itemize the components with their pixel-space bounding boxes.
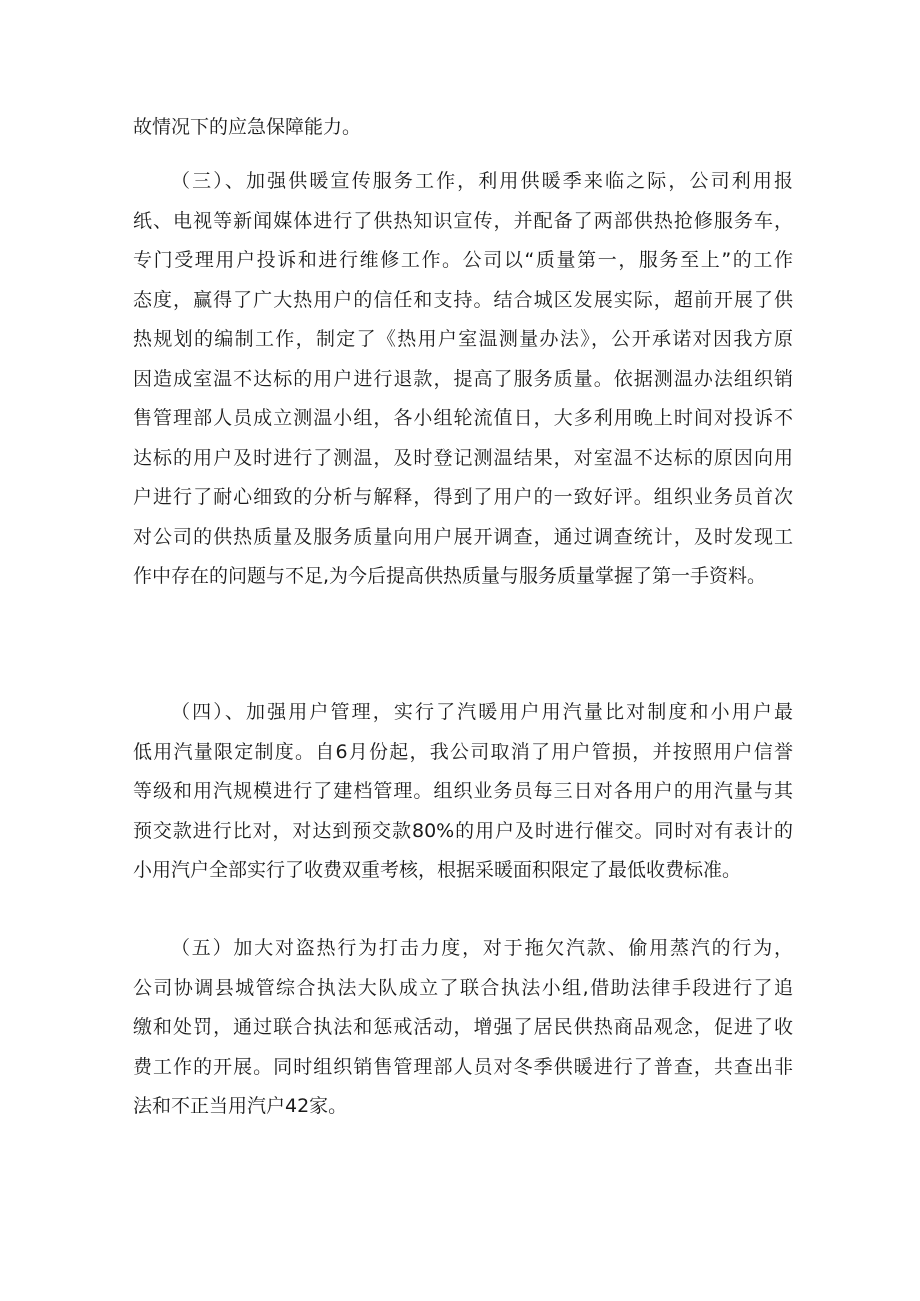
- text-line: 达标的用户及时进行了测温，及时登记测温结果，对室温不达标的原因向用: [133, 446, 793, 469]
- paragraph-continuation: [133, 108, 793, 148]
- text-line: 热规划的编制工作，制定了《热用户室温测量办法》，公开承诺对因我方原: [133, 328, 793, 350]
- text-line: 公司协调县城管综合执法大队成立了联合执法小组,借助法律手段进行了追: [133, 976, 793, 999]
- text-line: 费工作的开展。同时组织销售管理部人员对冬季供暖进行了普查，共查出非: [133, 1055, 793, 1078]
- text-line: 等级和用汽规模进行了建档管理。组织业务员每三日对各用户的用汽量与其: [133, 780, 793, 802]
- text-line: 户进行了耐心细致的分析与解释，得到了用户的一致好评。组织业务员首次: [133, 486, 793, 508]
- text-line: 小用汽户全部实行了收费双重考核，根据采暖面积限定了最低收费标准。: [133, 859, 742, 881]
- paragraph-five: [133, 929, 793, 1127]
- text-line: （四）、加强用户管理，实行了汽暖用户用汽量比对制度和小用户最: [171, 701, 793, 723]
- text-line: 故情况下的应急保障能力。: [133, 116, 362, 138]
- text-line: 法和不正当用汽户42家。: [133, 1095, 348, 1117]
- text-line: 低用汽量限定制度。自6月份起，我公司取消了用户管损，并按照用户信誉: [133, 740, 793, 763]
- text-line: （五）加大对盗热行为打击力度，对于拖欠汽款、偷用蒸汽的行为，: [171, 937, 793, 959]
- text-line: 专门受理用户投诉和进行维修工作。公司以“质量第一，服务至上”的工作: [133, 249, 793, 271]
- text-line: 因造成室温不达标的用户进行退款，提高了服务质量。依据测温办法组织销: [133, 367, 793, 390]
- text-line: 作中存在的问题与不足,为今后提高供热质量与服务质量掌握了第一手资料。: [133, 565, 767, 587]
- text-line: （三）、加强供暖宣传服务工作，利用供暖季来临之际，公司利用报: [171, 170, 793, 192]
- text-line: 售管理部人员成立测温小组，各小组轮流值日，大多利用晚上时间对投诉不: [133, 407, 793, 429]
- text-line: 纸、电视等新闻媒体进行了供热知识宣传，并配备了两部供热抢修服务车，: [133, 209, 793, 232]
- text-line: 缴和处罚，通过联合执法和惩戒活动，增强了居民供热商品观念，促进了收: [133, 1016, 793, 1038]
- text-line: 对公司的供热质量及服务质量向用户展开调查，通过调查统计，及时发现工: [133, 525, 793, 548]
- text-line: 态度，赢得了广大热用户的信任和支持。结合城区发展实际，超前开展了供: [133, 288, 793, 311]
- paragraph-three: [133, 162, 793, 597]
- paragraph-four: [133, 693, 793, 891]
- text-line: 预交款进行比对，对达到预交款80%的用户及时进行催交。同时对有表计的: [133, 819, 793, 842]
